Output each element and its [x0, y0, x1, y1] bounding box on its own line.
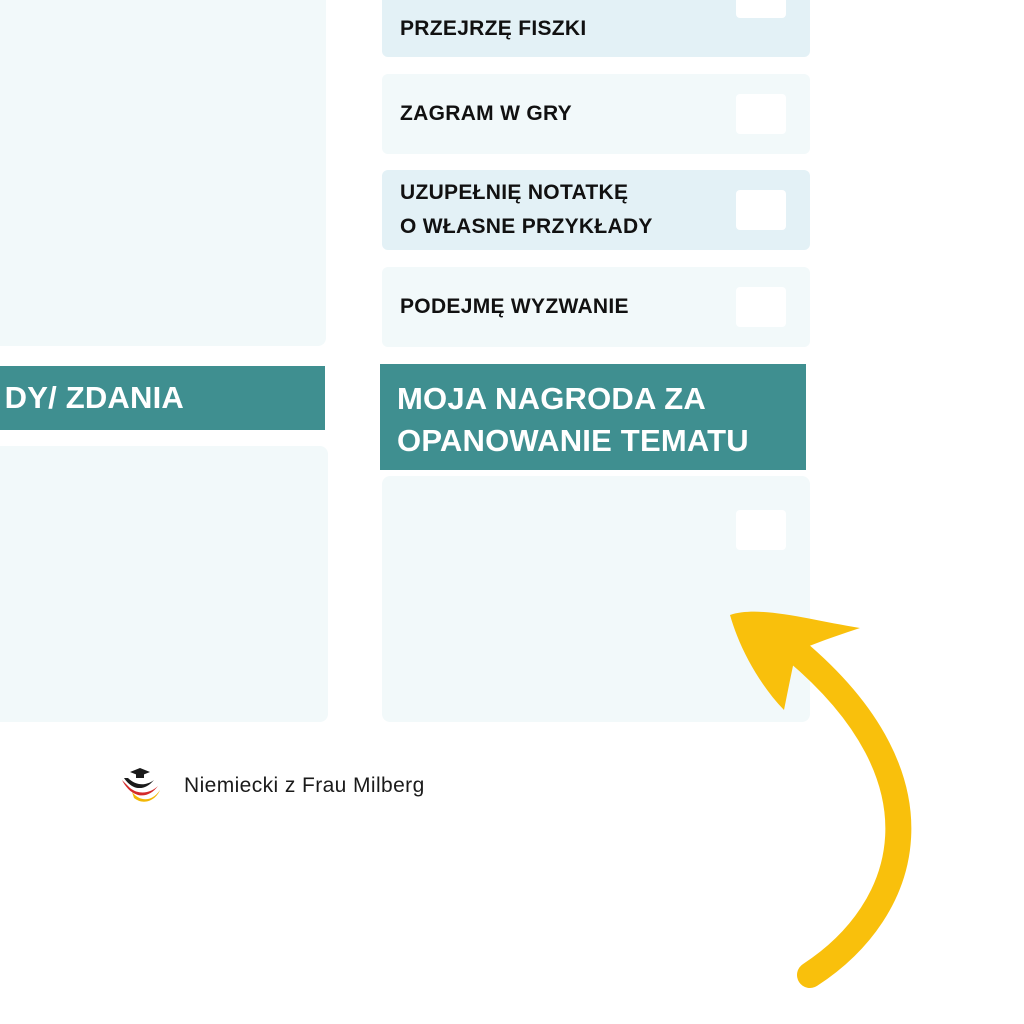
task-complete-note	[382, 170, 810, 250]
task-label: ZAGRAM W GRY	[400, 102, 572, 125]
reward-banner	[380, 364, 806, 470]
task-checkbox[interactable]	[736, 0, 786, 18]
reward-banner-label: MOJA NAGRODA ZA OPANOWANIE TEMATU	[397, 381, 749, 458]
task-take-challenge	[382, 267, 810, 347]
footer-brand	[118, 766, 425, 806]
task-label: PODEJMĘ WYZWANIE	[400, 295, 629, 318]
task-label: UZUPEŁNIĘ NOTATKĘ O WŁASNE PRZYKŁADY	[400, 181, 653, 238]
examples-panel	[0, 446, 328, 722]
section-banner-examples-label: DY/ ZDANIA	[4, 380, 184, 415]
curved-arrow-icon	[700, 590, 940, 990]
reward-checkbox[interactable]	[736, 510, 786, 550]
notes-panel-top	[0, 0, 326, 346]
task-checkbox[interactable]	[736, 190, 786, 230]
task-checkbox[interactable]	[736, 94, 786, 134]
task-label: PRZEJRZĘ FISZKI	[400, 16, 587, 40]
section-banner-examples	[0, 366, 325, 430]
brand-name: Niemiecki z Frau Milberg	[184, 774, 425, 797]
brand-logo-icon	[118, 766, 162, 806]
task-play-games	[382, 74, 810, 154]
task-checkbox[interactable]	[736, 287, 786, 327]
task-review-flashcards	[382, 0, 810, 57]
